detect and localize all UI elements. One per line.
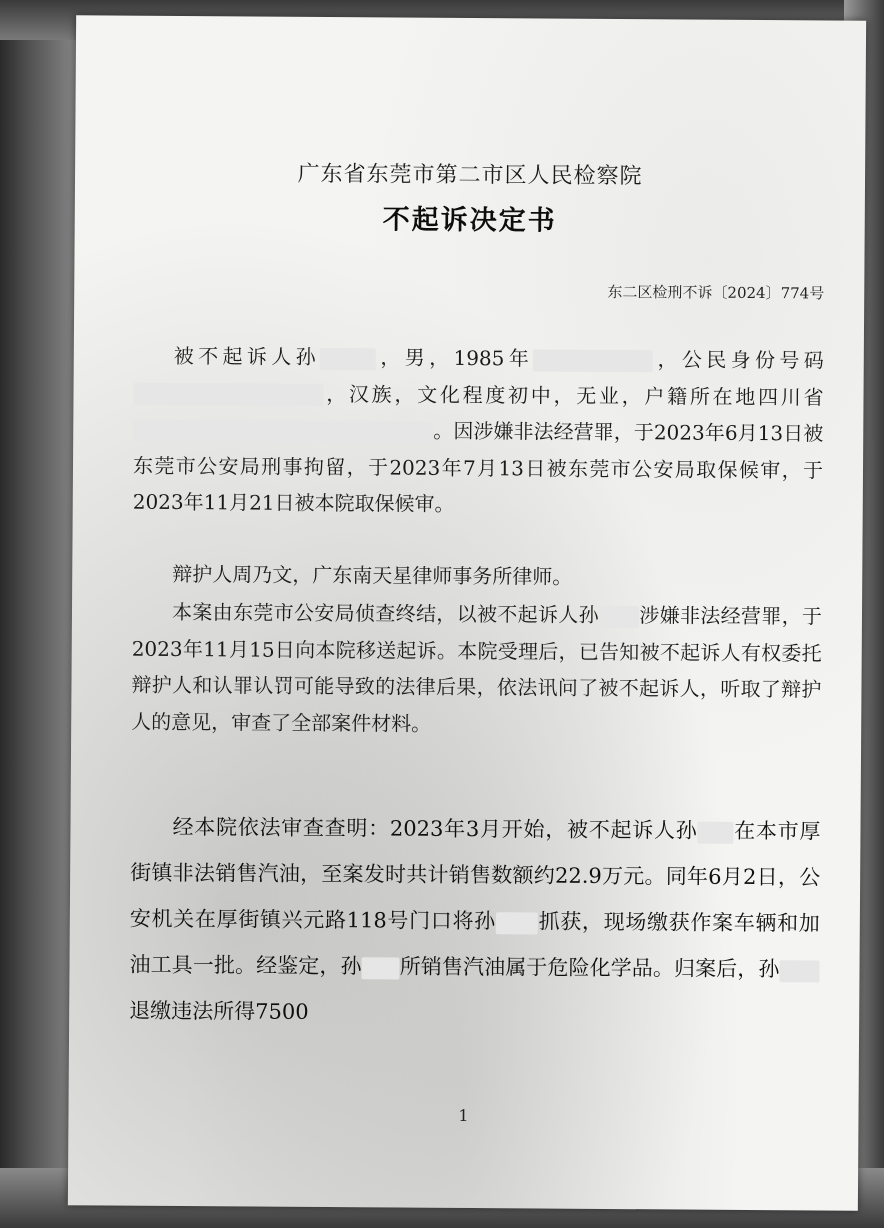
document-page [68,15,866,1210]
page-number: 1 [458,1105,469,1126]
text-segment: ，汉族，文化程度初中，无业，户籍所在地四川省 [323,381,824,409]
text-segment: ，男，1985年 [375,345,534,371]
facts-finding-paragraph [129,804,821,1039]
text-segment: 所销售汽油属于危险化学品。归案后，孙 [399,954,780,982]
text-segment: 涉嫌非法经营罪，于2023年11月15日向本院移送起诉。本院受理后，已告知被不起诉人有权委托辩护人和认罪认罚可能导致的法律后果，依法讯问了被不起诉人，听取了辩护人的意见，审查了全部案件材料。 [131,603,823,736]
defendant-info-paragraph [133,338,824,525]
text-segment: 。因涉嫌非法经营罪，于2023年6月13日被东莞市公安局刑事拘留，于2023年7月13日被东莞市公安局取保候审，于2023年11月21日被本院取保候审。 [132,418,824,516]
redaction-mark [496,912,538,934]
redaction-mark [599,605,639,627]
text-segment: 在本市厚街镇非法销售汽油，至案发时共计销售数额约22.9万元。同年6月2日，公安机关在厚街镇兴元路118号门口将孙 [129,818,821,934]
redaction-mark [697,821,733,843]
redaction-mark [133,383,323,406]
redaction-mark [533,349,653,372]
redaction-mark [320,347,376,369]
issuing-organization: 广东省东莞市第二市区人民检察院 [297,161,643,190]
text-segment: 被不起诉人孙 [173,343,321,369]
text-segment: 经本院依法审查查明：2023年3月开始，被不起诉人孙 [172,814,698,843]
text-segment: 本案由东莞市公安局侦查终结，以被不起诉人孙 [171,599,600,627]
redaction-mark [133,419,433,443]
redaction-mark [362,957,400,979]
document-number: 东二区检刑不诉〔2024〕774号 [607,282,825,303]
redaction-mark [779,960,819,982]
text-segment: 抓获，现场缴获作案车辆和加油工具一批。经鉴定，孙 [129,909,820,979]
text-segment: ，公民身份号码 [653,347,824,373]
text-segment: 退缴违法所得7500 [129,998,309,1024]
document-title: 不起诉决定书 [382,204,557,237]
case-transfer-paragraph [131,594,822,745]
defense-counsel-paragraph: 辩护人周乃文，广东南天星律师事务所律师。 [172,561,573,589]
